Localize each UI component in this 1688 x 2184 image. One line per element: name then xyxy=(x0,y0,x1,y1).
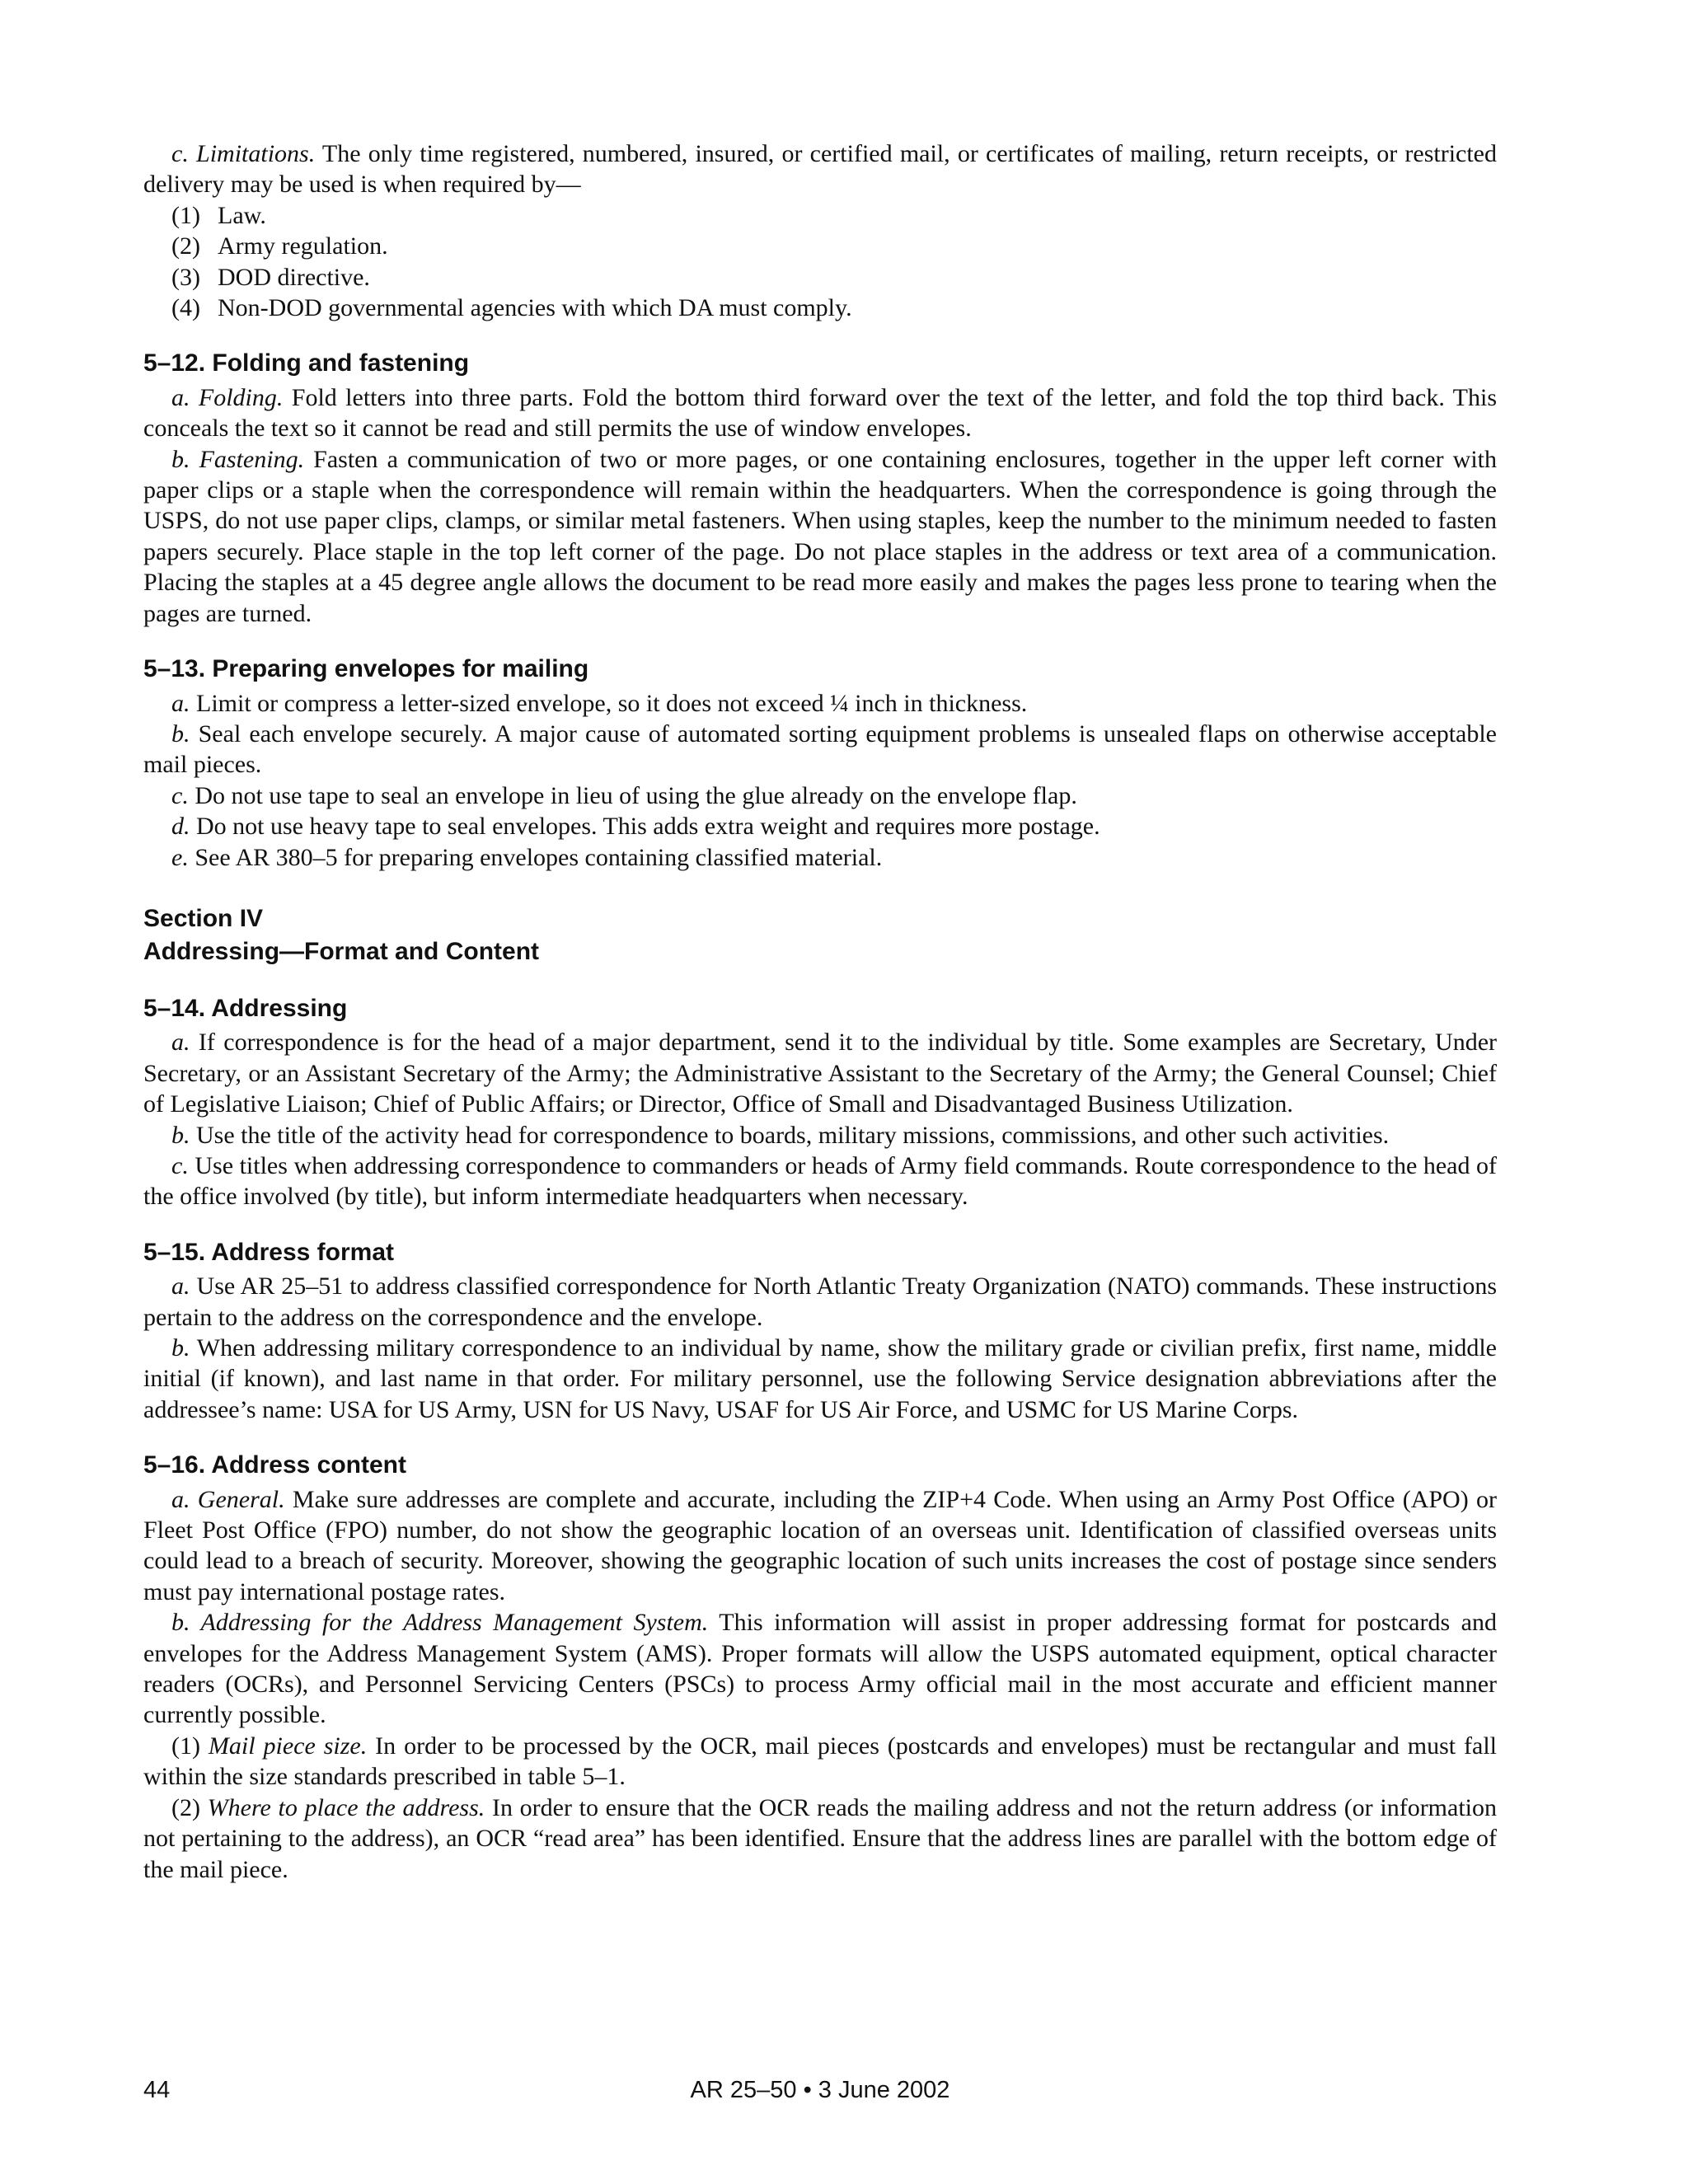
envelope-item-d: d. Do not use heavy tape to seal envelopes. This adds extra weight and requires more postage. xyxy=(171,813,1100,841)
list-item: (2) Army regulation. xyxy=(171,232,388,260)
format-item-a: a. Use AR 25–51 to address classified correspondence for North Atlantic Treaty Organization (NATO) commands. These instructions pertain to the address on the correspondence and the envelope. xyxy=(143,1272,1498,1331)
section-title: Addressing—Format and Content xyxy=(143,937,540,965)
addressing-item-c: c. Use titles when addressing correspondence to commanders or heads of Army field commands. Route correspondence to the head of the office involved (by title), but inform intermediate headquarters when necessary. xyxy=(143,1151,1497,1211)
ams-paragraph: b. Addressing for the Address Management System. This information will assist in proper addressing format for postcards and envelopes for the Address Management System (AMS). Proper formats will allow the USPS automated equipment, optical character readers (OCRs), and Personnel Servicing Centers (PSCs) to process Army official mail in the most accurate and efficient manner currently possible. xyxy=(143,1609,1497,1729)
envelope-item-c: c. Do not use tape to seal an envelope in lieu of using the glue already on the envelope flap. xyxy=(171,781,1077,809)
page-footer xyxy=(143,2077,1497,2110)
format-item-b: b. When addressing military correspondence to an individual by name, show the military grade or civilian prefix, first name, middle initial (if known), and last name in that order. For military personnel, use the following Service designation abbreviations after the addressee’s name: USA for US Army, USN for US Navy, USAF for US Air Force, and USMC for US Marine Corps. xyxy=(143,1334,1497,1423)
document-id: AR 25–50 • 3 June 2002 xyxy=(690,2077,950,2103)
address-placement-paragraph: (2) Where to place the address. In order to ensure that the OCR reads the mailing address and not the return address (or information not pertaining to the address), an OCR “read area” has been identified. Ensure that the address lines are parallel with the bottom edge of the mail piece. xyxy=(143,1793,1497,1883)
folding-paragraph: a. Folding. Fold letters into three parts. Fold the bottom third forward over the text of the letter, and fold the top third back. This conceals the text so it cannot be read and still permits the use of window envelopes. xyxy=(143,383,1498,443)
heading-5-16: 5–16. Address content xyxy=(143,1451,406,1479)
fastening-paragraph: b. Fastening. Fasten a communication of two or more pages, or one containing enclosures, together in the upper left corner with paper clips or a staple when the correspondence will remain within the headquarters. When the correspondence is going through the USPS, do not use paper clips, clamps, or similar metal fasteners. When using staples, keep the number to the minimum needed to fasten papers securely. Place staple in the top left corner of the page. Do not place staples in the address or text area of a communication. Placing the staples at a 45 degree angle allows the document to be read more easily and makes the pages less prone to tearing when the pages are turned. xyxy=(143,445,1497,627)
mail-piece-size-paragraph: (1) Mail piece size. In order to be processed by the OCR, mail pieces (postcards and envelopes) must be rectangular and must fall within the size standards prescribed in table 5–1. xyxy=(143,1732,1498,1791)
limitations-text: The only time registered, numbered, insured, or certified mail, or certificates of mailing, return receipts, or restricted delivery may be used is when required by— xyxy=(143,140,1497,199)
heading-5-14: 5–14. Addressing xyxy=(143,994,348,1022)
heading-5-12: 5–12. Folding and fastening xyxy=(143,349,470,377)
limitations-lead: c. Limitations. xyxy=(171,140,316,167)
section-label: Section IV xyxy=(143,904,264,932)
limitations-paragraph xyxy=(143,138,1497,200)
addressing-item-b: b. Use the title of the activity head for correspondence to boards, military missions, commissions, and other such activities. xyxy=(171,1121,1390,1149)
list-item: (3) DOD directive. xyxy=(171,263,370,291)
list-item: (1) Law. xyxy=(171,201,266,229)
envelope-item-b: b. Seal each envelope securely. A major cause of automated sorting equipment problems is unsealed flaps on otherwise acceptable mail pieces. xyxy=(143,719,1497,779)
heading-5-15: 5–15. Address format xyxy=(143,1238,395,1266)
general-paragraph: a. General. Make sure addresses are complete and accurate, including the ZIP+4 Code. When using an Army Post Office (APO) or Fleet Post Office (FPO) number, do not show the geographic location of an overseas unit. Identification of classified overseas units could lead to a breach of security. Moreover, showing the geographic location of such units increases the cost of postage since senders must pay international postage rates. xyxy=(143,1485,1497,1605)
document-page xyxy=(143,138,1497,1885)
envelope-item-a: a. Limit or compress a letter-sized envelope, so it does not exceed ¼ inch in thickness. xyxy=(171,689,1028,717)
envelope-item-e: e. See AR 380–5 for preparing envelopes containing classified material. xyxy=(171,843,883,871)
list-item: (4) Non-DOD governmental agencies with which DA must comply. xyxy=(171,294,852,322)
addressing-item-a: a. If correspondence is for the head of a major department, send it to the individual by title. Some examples are Secretary, Under Secretary, or an Assistant Secretary of the Army; the Administrative Assistant to the Secretary of the Army; the General Counsel; Chief of Legislative Liaison; Chief of Public Affairs; or Director, Office of Small and Disadvantaged Business Utilization. xyxy=(143,1029,1497,1118)
page-number: 44 xyxy=(143,2077,171,2103)
heading-5-13: 5–13. Preparing envelopes for mailing xyxy=(143,655,589,683)
